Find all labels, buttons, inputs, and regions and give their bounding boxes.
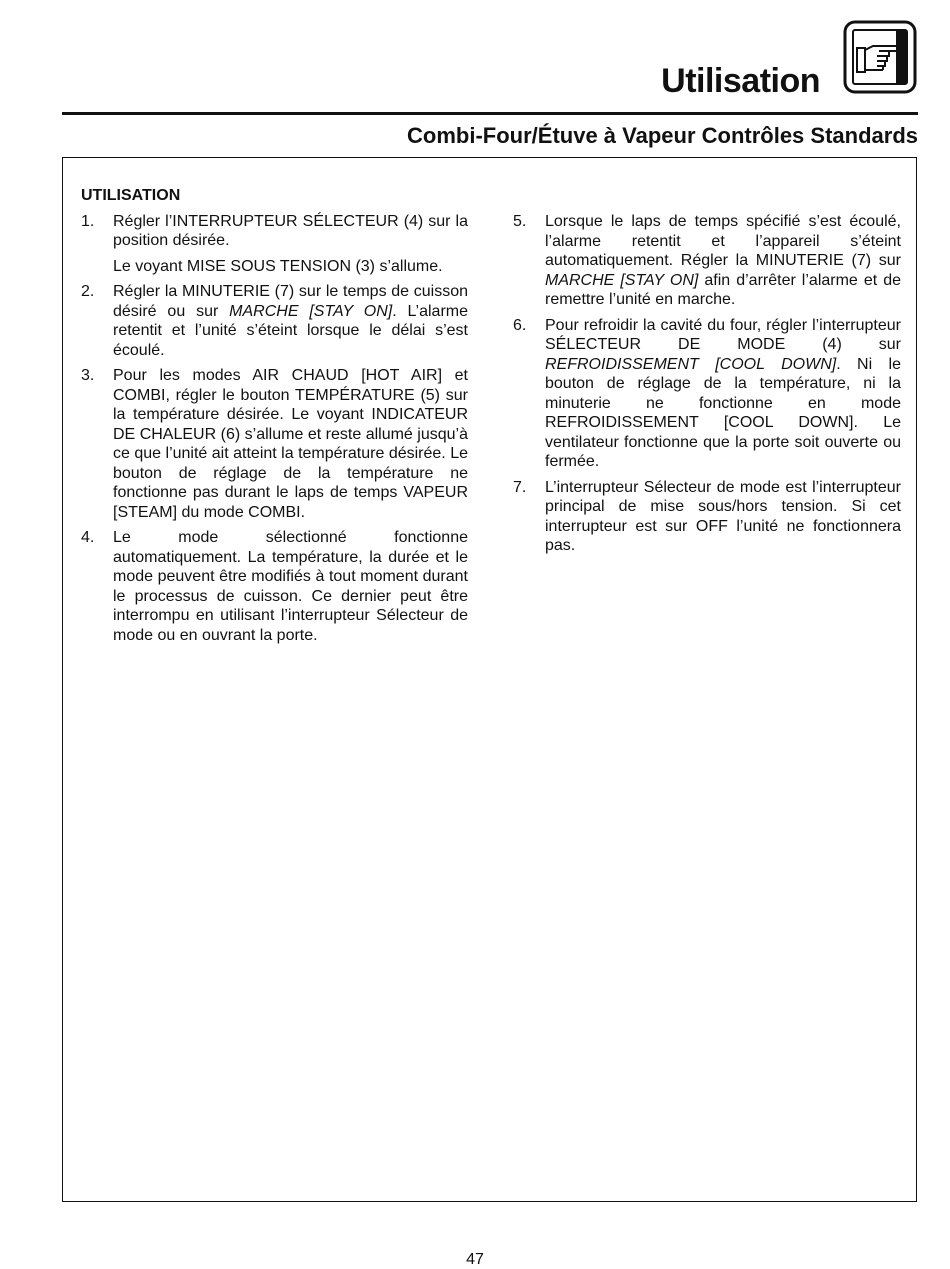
item-text-part: Pour refroidir la cavité du four, régler l’interrupteur SÉLECTEUR DE MODE (4) sur [545, 316, 901, 353]
list-item-4 [81, 528, 468, 645]
list-item-7 [513, 478, 901, 556]
item-number: 1. [81, 212, 95, 230]
pointing-hand-icon [843, 20, 917, 94]
item-number: 5. [513, 213, 527, 230]
section-title: Combi-Four/Étuve à Vapeur Contrôles Standards [407, 123, 918, 148]
list-item-2 [81, 282, 468, 360]
item-number: 6. [513, 316, 527, 334]
list-item-3 [81, 366, 468, 522]
item-number: 4. [81, 529, 95, 546]
item-text-italic: MARCHE [STAY ON] [545, 271, 699, 289]
item-text-italic: MARCHE [STAY ON] [229, 302, 393, 320]
item-text-part: Lorsque le laps de temps spécifié s’est écoulé, l’alarme retentit et l’appareil s’éteint automatiquement. Régler la MINUTERIE (7) sur [545, 213, 901, 269]
item-subtext: Le voyant MISE SOUS TENSION (3) s’allume. [113, 257, 443, 275]
item-number: 2. [81, 283, 95, 300]
item-text: Régler l’INTERRUPTEUR SÉLECTEUR (4) sur la position désirée. [113, 212, 468, 249]
item-text: Le mode sélectionné fonctionne automatiquement. La température, la durée et le mode peuvent être modifiés à tout moment durant le processus de cuisson. Ce dernier peut être interrompu en utilisant l’interrupteur Sélecteur de mode ou en ouvrant la porte. [113, 529, 468, 644]
section-heading: UTILISATION [81, 187, 181, 204]
item-number: 3. [81, 367, 95, 384]
item-text: L’interrupteur Sélecteur de mode est l’interrupteur principal de mise sous/hors tension. Si cet interrupteur est sur OFF l’unité ne fonctionnera pas. [545, 478, 901, 554]
item-text-italic: REFROIDISSEMENT [COOL DOWN] [545, 355, 837, 373]
title-rule [62, 112, 918, 115]
page-number: 47 [466, 1251, 484, 1268]
item-text: Pour les modes AIR CHAUD [HOT AIR] et COMBI, régler le bouton TEMPÉRATURE (5) sur la température désirée. Le voyant INDICATEUR DE CHALEUR (6) s’allume et reste allumé jusqu’à ce que l’unité ait atteint la température désirée. Le bouton de réglage de la température ne fonctionne pas durant le laps de temps VAPEUR [STEAM] du mode COMBI. [113, 367, 468, 521]
list-item-6 [513, 316, 901, 472]
item-text-part: . Ni le bouton de réglage de la température, ni la minuterie ne fonctionne en mode REFROIDISSEMENT [COOL DOWN]. Le ventilateur fonctionne que la porte soit ouverte ou fermée. [545, 355, 901, 470]
item-text-part: . L’alarme retentit et l’unité s’éteint lorsque le délai s’est écoulé. [113, 302, 468, 359]
right-column [513, 212, 901, 562]
left-column [81, 186, 468, 651]
list-item-1 [81, 212, 468, 277]
item-text-part: Régler la MINUTERIE (7) sur le temps de cuisson désiré ou sur [113, 283, 468, 320]
list-item-5 [513, 212, 901, 310]
page-title: Utilisation [661, 62, 820, 100]
item-text-part: afin d’arrêter l’alarme et de remettre l’unité en marche. [545, 271, 901, 308]
item-text [545, 212, 901, 310]
item-text [545, 316, 901, 472]
item-number: 7. [513, 478, 527, 496]
item-text [113, 282, 468, 360]
content-box [62, 157, 917, 1202]
